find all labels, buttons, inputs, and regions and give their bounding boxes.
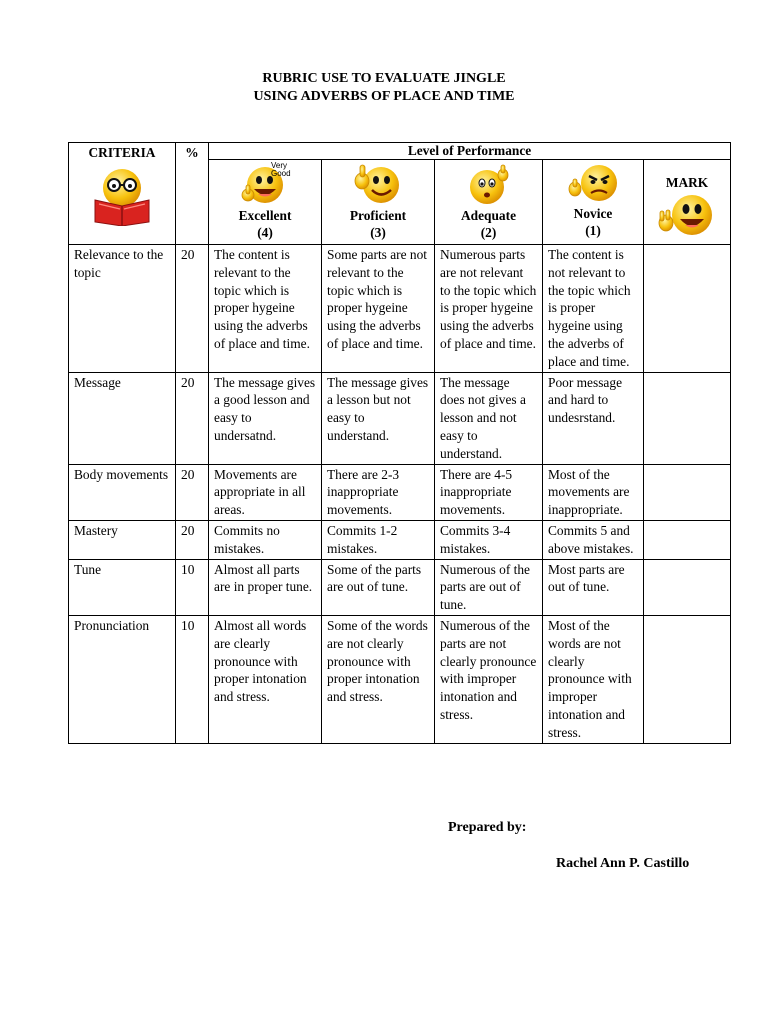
- document-title: [0, 70, 768, 106]
- descriptor-cell: Commits no mistakes.: [209, 520, 322, 559]
- level-name: Proficient: [349, 208, 407, 223]
- mark-cell[interactable]: [644, 372, 731, 464]
- descriptor-cell: Some of the words are not clearly pronounce with proper intonation and stress.: [322, 615, 435, 743]
- reading-book-icon: [87, 166, 157, 226]
- level-score: (3): [370, 225, 386, 240]
- descriptor-cell: Numerous of the parts are out of tune.: [435, 559, 543, 615]
- mark-cell[interactable]: [644, 559, 731, 615]
- descriptor-cell: The content is not relevant to the topic which is proper hygeine using the adverbs of place and time.: [543, 245, 644, 373]
- descriptor-cell: Commits 1-2 mistakes.: [322, 520, 435, 559]
- descriptor-cell: Commits 5 and above mistakes.: [543, 520, 644, 559]
- descriptor-cell: Most of the movements are inappropriate.: [543, 464, 644, 520]
- criteria-cell: Message: [69, 372, 176, 464]
- title-line-2: USING ADVERBS OF PLACE AND TIME: [253, 89, 515, 104]
- percent-cell: 20: [176, 520, 209, 559]
- level-score: (1): [585, 223, 601, 238]
- descriptor-cell: Almost all words are clearly pronounce with proper intonation and stress.: [209, 615, 322, 743]
- percent-cell: 20: [176, 372, 209, 464]
- mark-cell[interactable]: [644, 615, 731, 743]
- thumbs-up-emoji-icon: [351, 161, 405, 207]
- criteria-cell: Body movements: [69, 464, 176, 520]
- waving-emoji-icon: [654, 191, 720, 241]
- table-row: [69, 372, 731, 464]
- descriptor-cell: Numerous parts are not relevant to the topic which is proper hygeine using the adverbs of place and time.: [435, 245, 543, 373]
- header-row: [69, 143, 731, 160]
- descriptor-cell: Most of the words are not clearly pronounce with improper intonation and stress.: [543, 615, 644, 743]
- table-row: [69, 559, 731, 615]
- criteria-header: CRITERIA: [88, 145, 156, 160]
- criteria-header-cell: [69, 143, 176, 245]
- descriptor-cell: Commits 3-4 mistakes.: [435, 520, 543, 559]
- percent-header-cell: [176, 143, 209, 245]
- mark-cell[interactable]: [644, 245, 731, 373]
- rubric-table: [68, 142, 731, 744]
- percent-cell: 20: [176, 245, 209, 373]
- level-adequate-header: [435, 160, 543, 245]
- criteria-cell: Pronunciation: [69, 615, 176, 743]
- descriptor-cell: Some of the parts are out of tune.: [322, 559, 435, 615]
- descriptor-cell: The message does not gives a lesson and not easy to understand.: [435, 372, 543, 464]
- table-row: [69, 615, 731, 743]
- criteria-cell: Relevance to the topic: [69, 245, 176, 373]
- table-row: [69, 464, 731, 520]
- preparer-name: Rachel Ann P. Castillo: [556, 856, 690, 871]
- level-name: Novice: [573, 206, 613, 221]
- descriptor-cell: Some parts are not relevant to the topic which is proper hygeine using the adverbs of place and time.: [322, 245, 435, 373]
- mark-cell[interactable]: [644, 520, 731, 559]
- descriptor-cell: Movements are appropriate in all areas.: [209, 464, 322, 520]
- criteria-cell: Mastery: [69, 520, 176, 559]
- level-novice-header: [543, 160, 644, 245]
- level-name: Adequate: [460, 208, 517, 223]
- descriptor-cell: Poor message and hard to undesrstand.: [543, 372, 644, 464]
- descriptor-cell: Numerous of the parts are not clearly pronounce with improper intonation and stress.: [435, 615, 543, 743]
- level-name: Excellent: [238, 208, 292, 223]
- level-excellent-header: [209, 160, 322, 245]
- mark-header: MARK: [665, 175, 709, 190]
- confused-emoji-icon: [465, 163, 513, 207]
- prepared-by-label: Prepared by:: [448, 820, 527, 835]
- table-row: [69, 520, 731, 559]
- descriptor-cell: There are 2-3 inappropriate movements.: [322, 464, 435, 520]
- mark-cell[interactable]: [644, 464, 731, 520]
- title-line-1: RUBRIC USE TO EVALUATE JINGLE: [262, 71, 506, 86]
- percent-cell: 20: [176, 464, 209, 520]
- descriptor-cell: Almost all parts are in proper tune.: [209, 559, 322, 615]
- angry-emoji-icon: [565, 163, 621, 205]
- descriptor-cell: The message gives a lesson but not easy to understand.: [322, 372, 435, 464]
- level-score: (4): [257, 225, 273, 240]
- descriptor-cell: The content is relevant to the topic which is proper hygeine using the adverbs of place and time.: [209, 245, 322, 373]
- very-good-label: Very Good: [271, 161, 291, 178]
- percent-header: %: [185, 145, 199, 160]
- percent-cell: 10: [176, 615, 209, 743]
- percent-cell: 10: [176, 559, 209, 615]
- level-proficient-header: [322, 160, 435, 245]
- mark-header-cell: [644, 160, 731, 245]
- descriptor-cell: There are 4-5 inappropriate movements.: [435, 464, 543, 520]
- descriptor-cell: The message gives a good lesson and easy to undersatnd.: [209, 372, 322, 464]
- descriptor-cell: Most parts are out of tune.: [543, 559, 644, 615]
- criteria-cell: Tune: [69, 559, 176, 615]
- level-of-performance-header: Level of Performance: [209, 143, 731, 160]
- table-row: [69, 245, 731, 373]
- level-score: (2): [480, 225, 497, 240]
